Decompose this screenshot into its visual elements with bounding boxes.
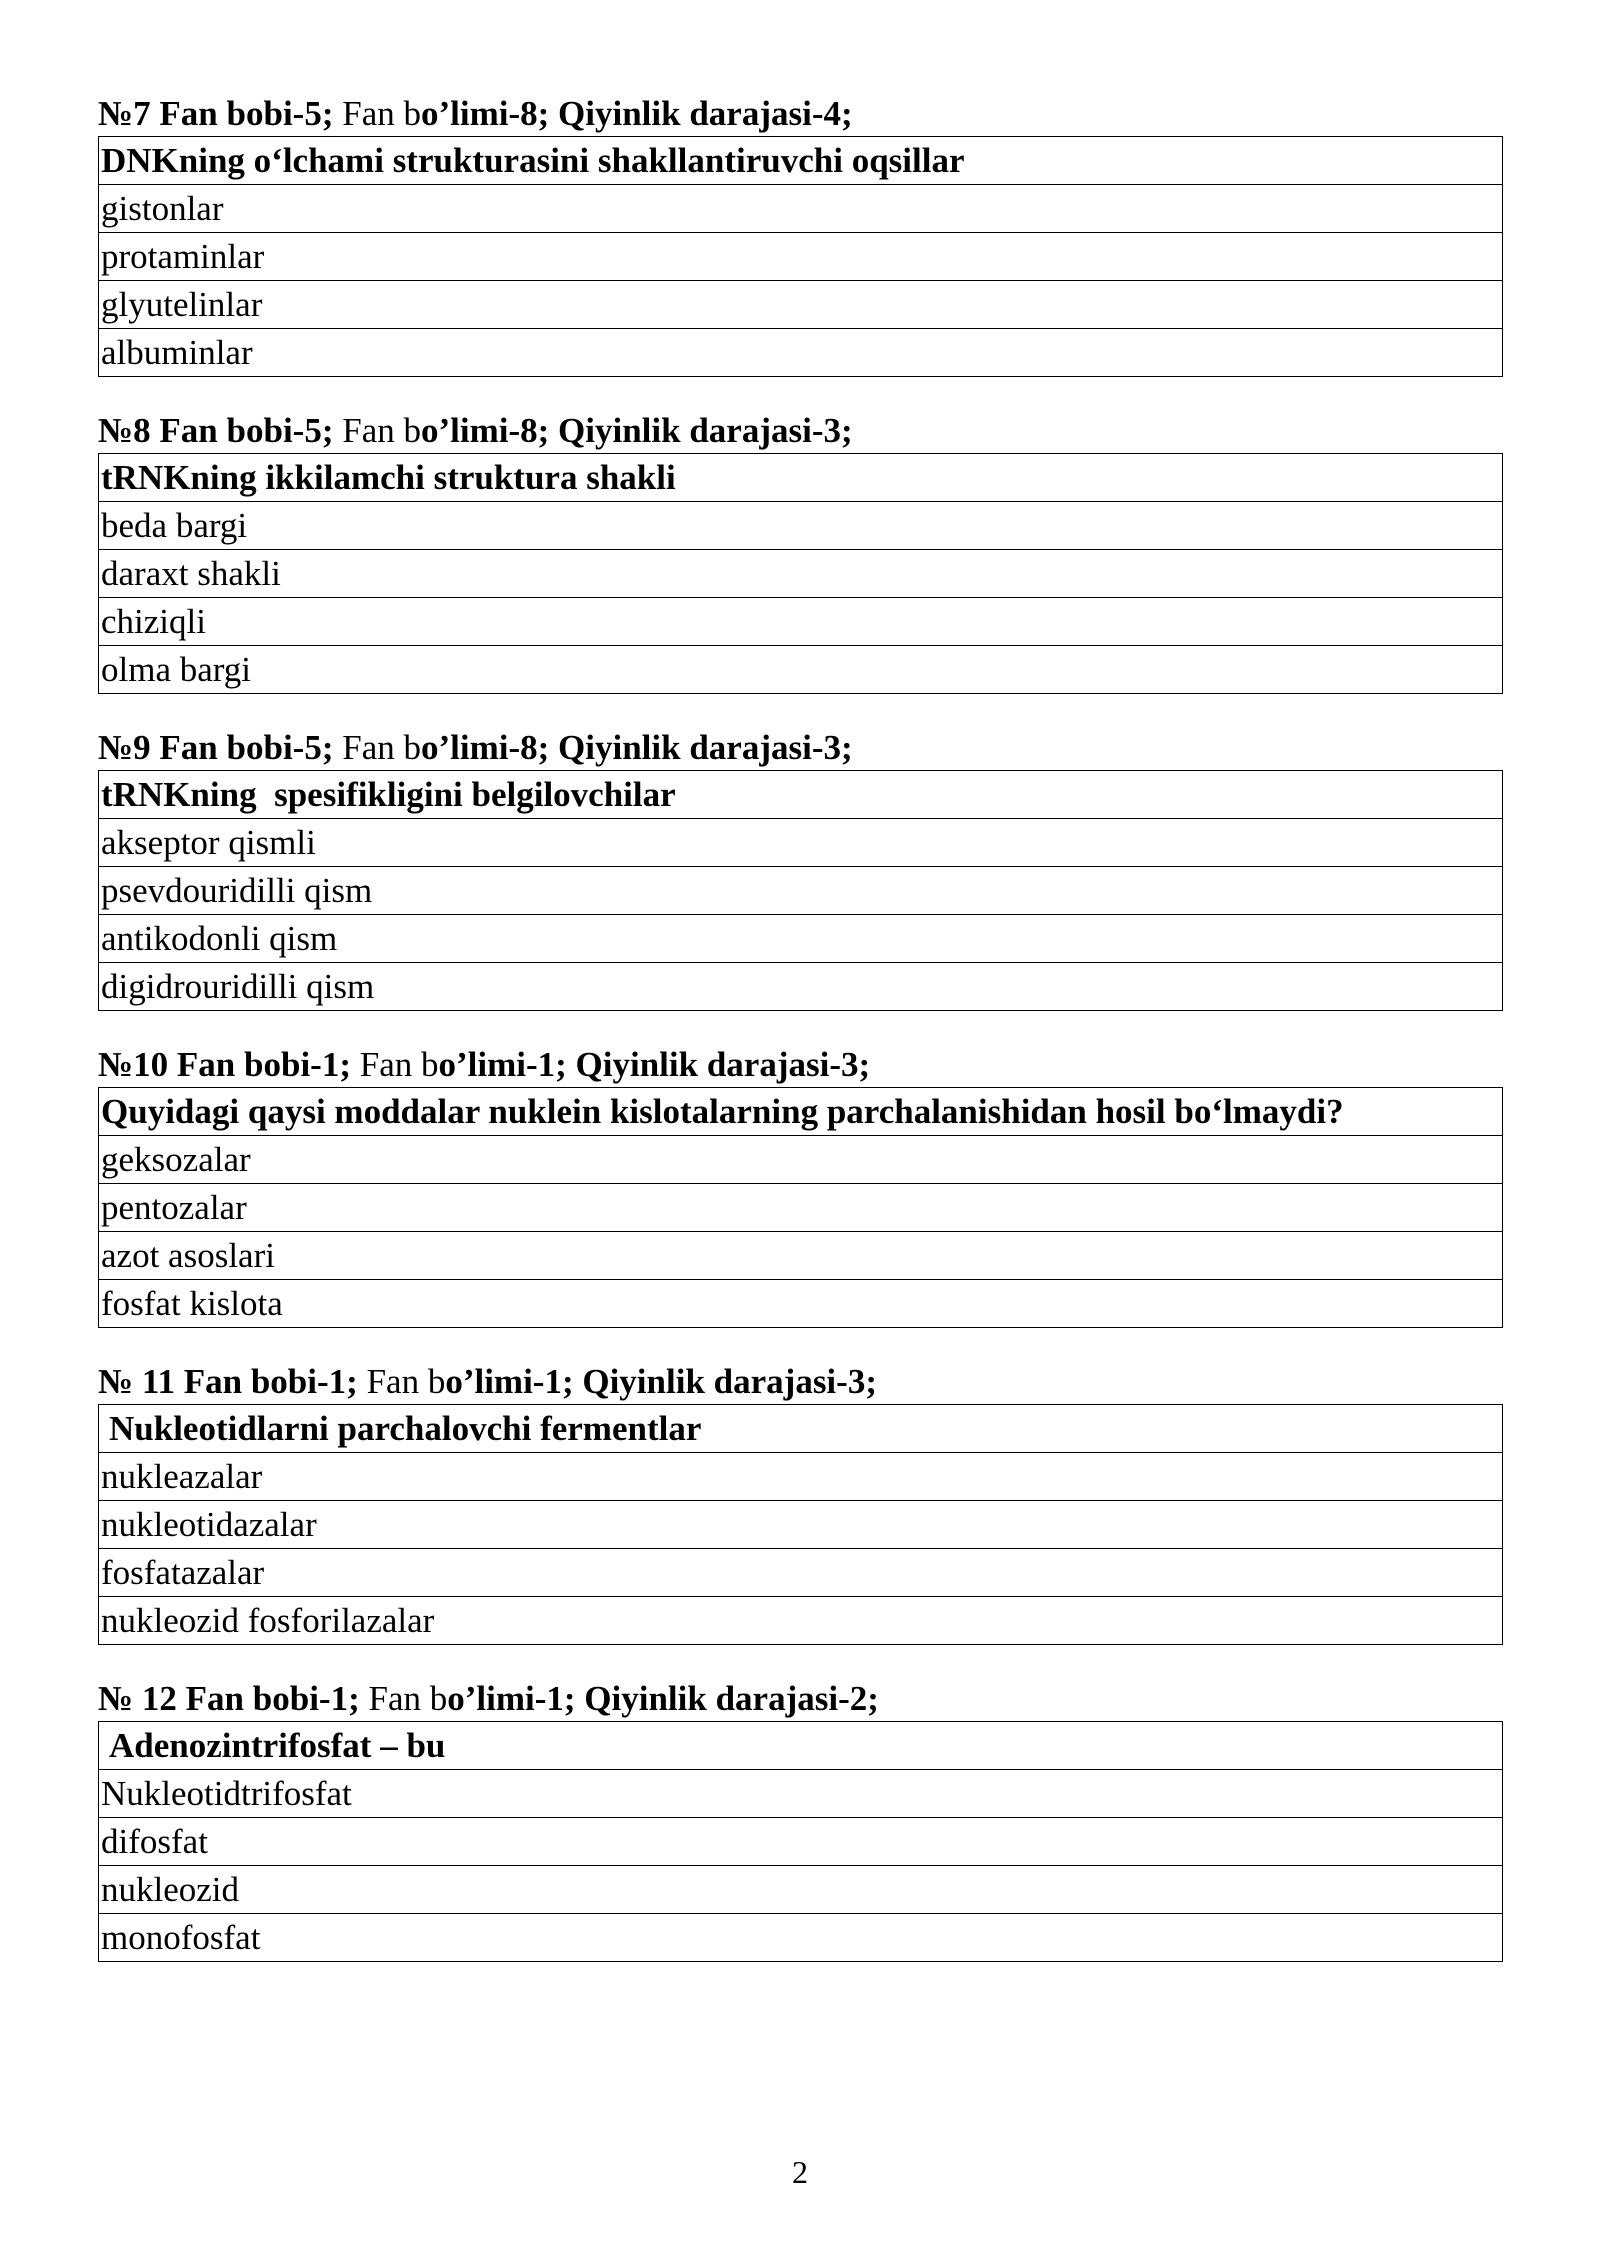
document-page xyxy=(98,92,1503,1994)
answer-option: difosfat xyxy=(99,1818,1503,1866)
question-number: №9 Fan bobi-5; xyxy=(98,728,334,767)
question-block xyxy=(98,1677,1503,1962)
table-row xyxy=(99,1405,1503,1453)
table-row xyxy=(99,1184,1503,1232)
answer-option: chiziqli xyxy=(99,598,1503,646)
table-row xyxy=(99,1088,1503,1136)
table-row xyxy=(99,1722,1503,1770)
question-section-prefix: Fan b xyxy=(359,1679,448,1718)
answer-option: psevdouridilli qism xyxy=(99,867,1503,915)
question-block xyxy=(98,726,1503,1011)
question-section-prefix: Fan b xyxy=(357,1362,446,1401)
answer-option: glyutelinlar xyxy=(99,281,1503,329)
table-row xyxy=(99,185,1503,233)
answer-option: Nukleotidtrifosfat xyxy=(99,1770,1503,1818)
question-meta: o’limi-1; Qiyinlik darajasi-3; xyxy=(445,1362,877,1401)
answer-option: albuminlar xyxy=(99,329,1503,377)
question-text: Quyidagi qaysi moddalar nuklein kislotalarning parchalanishidan hosil bo‘lmaydi? xyxy=(99,1088,1503,1136)
answer-option: fosfat kislota xyxy=(99,1280,1503,1328)
question-meta: o’limi-1; Qiyinlik darajasi-2; xyxy=(447,1679,879,1718)
question-section-prefix: Fan b xyxy=(350,1045,439,1084)
question-meta: o’limi-8; Qiyinlik darajasi-3; xyxy=(420,411,853,450)
table-row xyxy=(99,454,1503,502)
question-meta: o’limi-8; Qiyinlik darajasi-3; xyxy=(420,728,853,767)
table-row xyxy=(99,1770,1503,1818)
question-number: № 12 Fan bobi-1; xyxy=(98,1679,360,1718)
table-row xyxy=(99,1549,1503,1597)
answer-option: daraxt shakli xyxy=(99,550,1503,598)
answer-option: antikodonli qism xyxy=(99,915,1503,963)
answer-option: geksozalar xyxy=(99,1136,1503,1184)
question-header xyxy=(98,726,1503,770)
answer-table xyxy=(98,1087,1503,1328)
table-row xyxy=(99,137,1503,185)
table-row xyxy=(99,1818,1503,1866)
answer-option: gistonlar xyxy=(99,185,1503,233)
question-number: №8 Fan bobi-5; xyxy=(98,411,334,450)
table-row xyxy=(99,819,1503,867)
page-number: 2 xyxy=(792,2154,808,2190)
table-row xyxy=(99,646,1503,694)
table-row xyxy=(99,502,1503,550)
answer-option: nukleotidazalar xyxy=(99,1501,1503,1549)
question-text: tRNKning spesifikligini belgilovchilar xyxy=(99,771,1503,819)
table-row xyxy=(99,1597,1503,1645)
answer-option: nukleazalar xyxy=(99,1453,1503,1501)
table-row xyxy=(99,963,1503,1011)
table-row xyxy=(99,771,1503,819)
table-row xyxy=(99,1232,1503,1280)
answer-table xyxy=(98,770,1503,1011)
question-text: tRNKning ikkilamchi struktura shakli xyxy=(99,454,1503,502)
question-text: DNKning o‘lchami strukturasini shakllantiruvchi oqsillar xyxy=(99,137,1503,185)
table-row xyxy=(99,915,1503,963)
answer-option: protaminlar xyxy=(99,233,1503,281)
question-header xyxy=(98,1360,1503,1404)
answer-table xyxy=(98,1721,1503,1962)
question-number: №10 Fan bobi-1; xyxy=(98,1045,351,1084)
table-row xyxy=(99,867,1503,915)
answer-option: azot asoslari xyxy=(99,1232,1503,1280)
answer-option: pentozalar xyxy=(99,1184,1503,1232)
answer-table xyxy=(98,453,1503,694)
answer-option: akseptor qismli xyxy=(99,819,1503,867)
answer-option: fosfatazalar xyxy=(99,1549,1503,1597)
answer-option: nukleozid xyxy=(99,1866,1503,1914)
question-text: Nukleotidlarni parchalovchi fermentlar xyxy=(99,1405,1503,1453)
question-block xyxy=(98,409,1503,694)
question-number: № 11 Fan bobi-1; xyxy=(98,1362,358,1401)
question-text: Adenozintrifosfat – bu xyxy=(99,1722,1503,1770)
question-block xyxy=(98,1043,1503,1328)
table-row xyxy=(99,1501,1503,1549)
answer-option: digidrouridilli qism xyxy=(99,963,1503,1011)
table-row xyxy=(99,1453,1503,1501)
answer-option: olma bargi xyxy=(99,646,1503,694)
question-section-prefix: Fan b xyxy=(333,411,421,450)
table-row xyxy=(99,1866,1503,1914)
table-row xyxy=(99,1136,1503,1184)
question-number: №7 Fan bobi-5; xyxy=(98,94,334,133)
question-header xyxy=(98,92,1503,136)
question-meta: o’limi-1; Qiyinlik darajasi-3; xyxy=(438,1045,871,1084)
answer-table xyxy=(98,136,1503,377)
table-row xyxy=(99,550,1503,598)
question-meta: o’limi-8; Qiyinlik darajasi-4; xyxy=(420,94,853,133)
answer-option: monofosfat xyxy=(99,1914,1503,1962)
table-row xyxy=(99,233,1503,281)
question-header xyxy=(98,1677,1503,1721)
answer-table xyxy=(98,1404,1503,1645)
table-row xyxy=(99,1914,1503,1962)
table-row xyxy=(99,329,1503,377)
question-header xyxy=(98,1043,1503,1087)
question-block xyxy=(98,92,1503,377)
table-row xyxy=(99,598,1503,646)
answer-option: nukleozid fosforilazalar xyxy=(99,1597,1503,1645)
table-row xyxy=(99,1280,1503,1328)
question-section-prefix: Fan b xyxy=(333,728,421,767)
answer-option: beda bargi xyxy=(99,502,1503,550)
question-block xyxy=(98,1360,1503,1645)
table-row xyxy=(99,281,1503,329)
question-header xyxy=(98,409,1503,453)
question-section-prefix: Fan b xyxy=(333,94,421,133)
